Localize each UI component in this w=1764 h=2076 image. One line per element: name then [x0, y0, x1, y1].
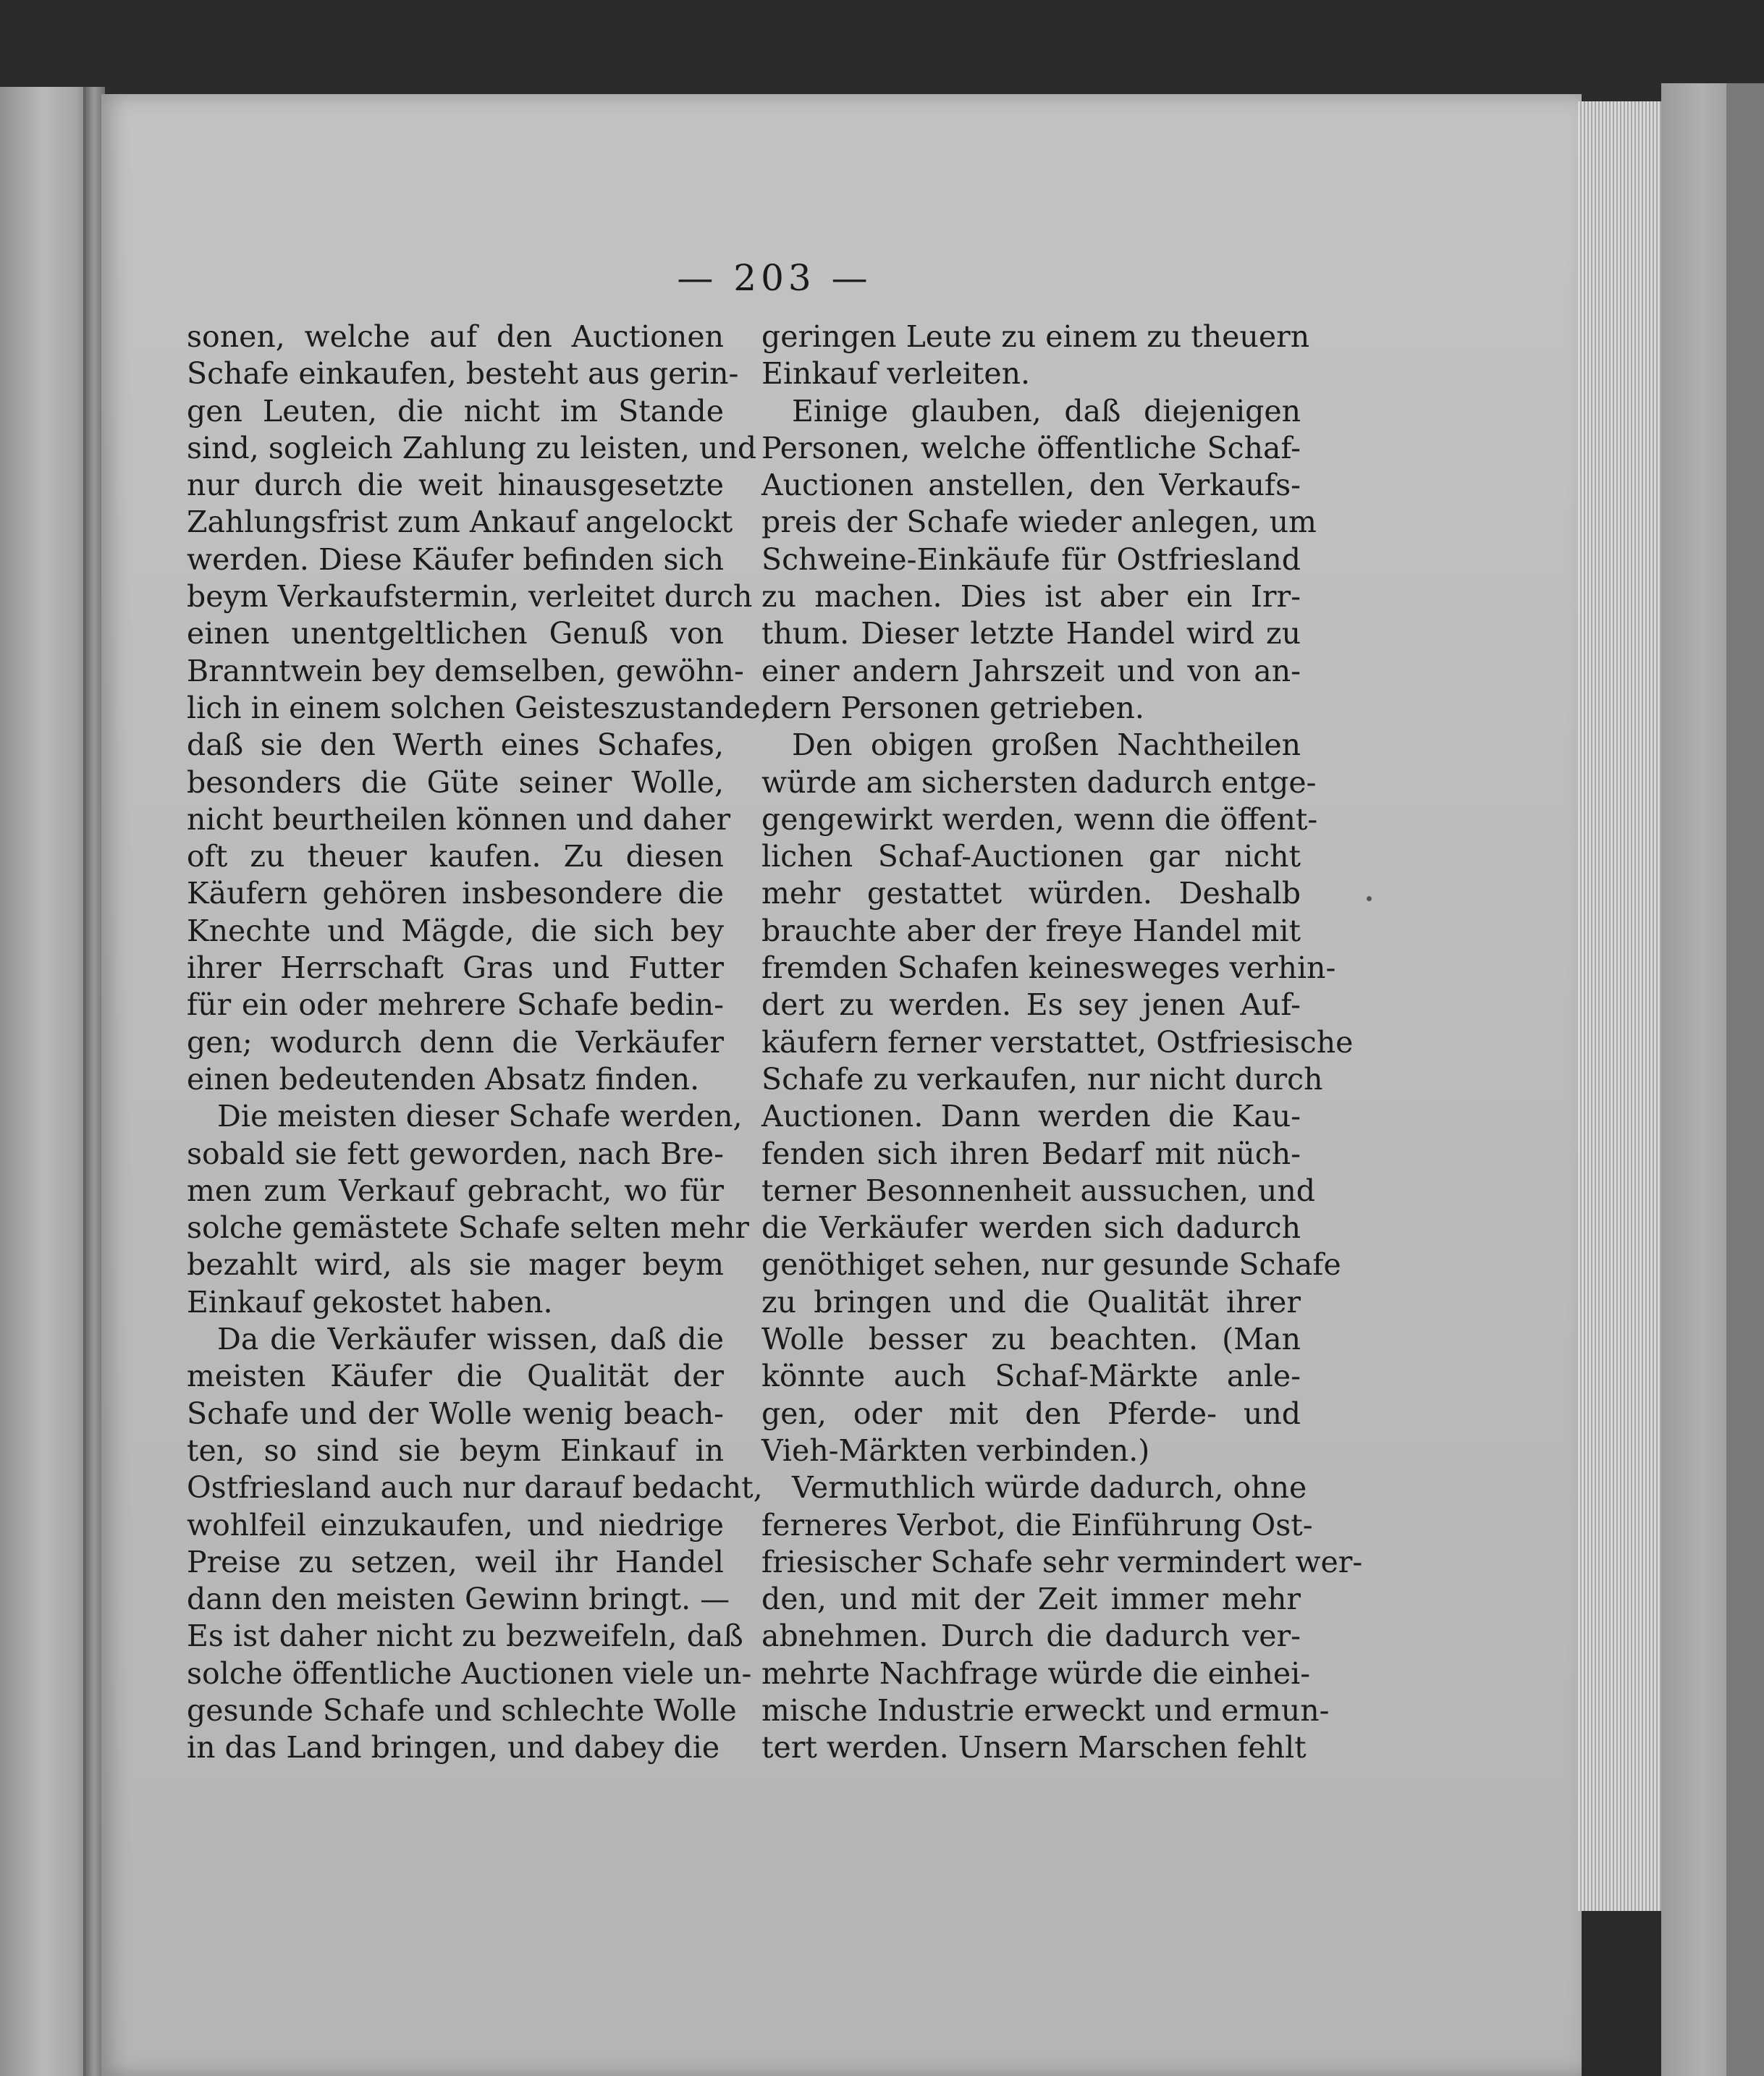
text-line: Einkauf gekostet haben.	[187, 1284, 553, 1320]
text-line: Den obigen großen Nachtheilen	[792, 727, 1301, 763]
book-cover-side	[1726, 83, 1764, 2076]
text-line: Preise zu setzen, weil ihr Handel	[187, 1544, 724, 1579]
text-line: solche öffentliche Auctionen viele un-	[187, 1655, 752, 1691]
text-line: in das Land bringen, und dabey die	[187, 1730, 720, 1765]
text-line: tert werden. Unsern Marschen fehlt	[761, 1730, 1307, 1765]
text-line: ihrer Herrschaft Gras und Futter	[187, 950, 724, 986]
text-line: einen unentgeltlichen Genuß von	[187, 616, 724, 651]
text-line: Vermuthlich würde dadurch, ohne	[792, 1470, 1307, 1506]
text-line: Auctionen. Dann werden die Kau-	[761, 1099, 1301, 1134]
facing-page-edge	[0, 87, 94, 2076]
text-line: brauchte aber der freye Handel mit	[761, 913, 1301, 948]
text-column-right	[761, 318, 1363, 1766]
page-number: — 203 —	[677, 257, 872, 299]
page-edges	[1578, 101, 1665, 1911]
text-line: nicht beurtheilen können und daher	[187, 801, 731, 837]
text-line: fenden sich ihren Bedarf mit nüch-	[761, 1136, 1301, 1171]
text-line: lichen Schaf-Auctionen gar nicht	[761, 839, 1301, 874]
text-line: wohlfeil einzukaufen, und niedrige	[187, 1507, 724, 1543]
text-line: dern Personen getrieben.	[761, 690, 1144, 725]
text-line: solche gemästete Schafe selten mehr	[187, 1210, 749, 1246]
text-line: Einige glauben, daß diejenigen	[792, 393, 1301, 429]
text-line: einen bedeutenden Absatz finden.	[187, 1061, 700, 1097]
text-line: Personen, welche öffentliche Schaf-	[761, 430, 1301, 465]
text-line: dert zu werden. Es sey jenen Auf-	[761, 987, 1301, 1023]
text-line: dann den meisten Gewinn bringt. —	[187, 1582, 730, 1617]
text-line: besonders die Güte seiner Wolle,	[187, 764, 724, 800]
text-line: mehrte Nachfrage würde die einhei-	[761, 1655, 1311, 1691]
text-line: Schweine-Einkäufe für Ostfriesland	[761, 541, 1301, 577]
text-line: mische Industrie erweckt und ermun-	[761, 1692, 1330, 1728]
text-line: daß sie den Werth eines Schafes,	[187, 727, 724, 763]
text-line: Wolle besser zu beachten. (Man	[761, 1322, 1301, 1357]
text-line: einer andern Jahrszeit und von an-	[761, 653, 1301, 688]
text-line: nur durch die weit hinausgesetzte	[187, 468, 724, 503]
text-line: Da die Verkäufer wissen, daß die	[217, 1322, 724, 1357]
text-line: den, und mit der Zeit immer mehr	[761, 1582, 1301, 1617]
text-column-left	[187, 318, 770, 1766]
text-line: mehr gestattet würden. Deshalb	[761, 876, 1301, 911]
text-line: Einkauf verleiten.	[761, 356, 1031, 392]
text-line: thum. Dieser letzte Handel wird zu	[761, 616, 1301, 651]
ink-speck	[1367, 896, 1372, 901]
text-line: Ostfriesland auch nur darauf bedacht,	[187, 1470, 763, 1506]
text-line: friesischer Schafe sehr vermindert wer-	[761, 1544, 1363, 1579]
text-line: Die meisten dieser Schafe werden,	[217, 1099, 743, 1134]
text-line: geringen Leute zu einem zu theuern	[761, 319, 1310, 354]
text-line: Käufern gehören insbesondere die	[187, 876, 724, 911]
text-line: genöthiget sehen, nur gesunde Schafe	[761, 1247, 1341, 1283]
text-line: sobald sie fett geworden, nach Bre-	[187, 1136, 724, 1171]
text-line: Es ist daher nicht zu bezweifeln, daß	[187, 1619, 743, 1654]
text-line: meisten Käufer die Qualität der	[187, 1359, 724, 1394]
text-line: zu bringen und die Qualität ihrer	[761, 1284, 1301, 1320]
text-line: Zahlungsfrist zum Ankauf angelockt	[187, 505, 733, 540]
text-line: beym Verkaufstermin, verleitet durch	[187, 579, 753, 615]
text-line: abnehmen. Durch die dadurch ver-	[761, 1619, 1301, 1654]
text-line: Schafe zu verkaufen, nur nicht durch	[761, 1061, 1323, 1097]
text-line: gen; wodurch denn die Verkäufer	[187, 1024, 724, 1060]
text-line: könnte auch Schaf-Märkte anle-	[761, 1359, 1301, 1394]
text-line: Schafe und der Wolle wenig beach-	[187, 1396, 724, 1431]
text-line: fremden Schafen keinesweges verhin-	[761, 950, 1336, 986]
text-line: preis der Schafe wieder anlegen, um	[761, 505, 1317, 540]
text-line: für ein oder mehrere Schafe bedin-	[187, 987, 724, 1023]
text-line: ten, so sind sie beym Einkauf in	[187, 1432, 724, 1468]
scan-background-top	[0, 0, 1764, 101]
text-line: die Verkäufer werden sich dadurch	[761, 1210, 1301, 1246]
text-line: werden. Diese Käufer befinden sich	[187, 541, 724, 577]
text-line: men zum Verkauf gebracht, wo für	[187, 1173, 724, 1208]
text-line: Branntwein bey demselben, gewöhn-	[187, 653, 744, 688]
text-line: käufern ferner verstattet, Ostfriesische	[761, 1024, 1354, 1060]
text-line: gengewirkt werden, wenn die öffent-	[761, 801, 1318, 837]
text-line: sonen, welche auf den Auctionen	[187, 319, 724, 354]
text-line: sind, sogleich Zahlung zu leisten, und	[187, 430, 757, 465]
text-line: würde am sichersten dadurch entge-	[761, 764, 1317, 800]
text-line: gen, oder mit den Pferde- und	[761, 1396, 1301, 1431]
text-line: terner Besonnenheit aussuchen, und	[761, 1173, 1316, 1208]
text-line: zu machen. Dies ist aber ein Irr-	[761, 579, 1301, 615]
text-line: gen Leuten, die nicht im Stande	[187, 393, 724, 429]
text-line: Knechte und Mägde, die sich bey	[187, 913, 724, 948]
text-line: lich in einem solchen Geisteszustande,	[187, 690, 770, 725]
text-line: oft zu theuer kaufen. Zu diesen	[187, 839, 724, 874]
text-line: Schafe einkaufen, besteht aus gerin-	[187, 356, 739, 392]
text-line: bezahlt wird, als sie mager beym	[187, 1247, 724, 1283]
text-line: Vieh-Märkten verbinden.)	[761, 1432, 1150, 1468]
text-line: ferneres Verbot, die Einführung Ost-	[761, 1507, 1313, 1543]
text-line: Auctionen anstellen, den Verkaufs-	[761, 468, 1301, 503]
text-line: gesunde Schafe und schlechte Wolle	[187, 1692, 737, 1728]
